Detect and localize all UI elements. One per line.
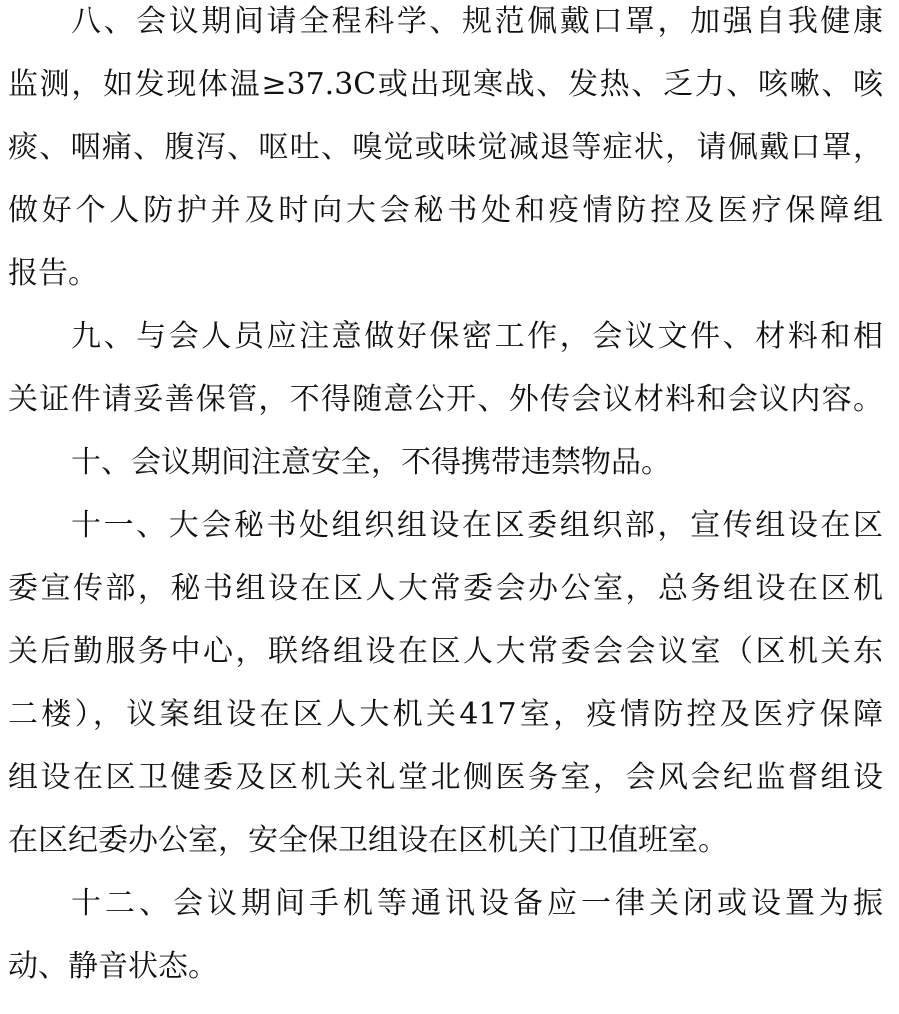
paragraph-8-line-2: 监测，如发现体温≥37.3C或出现寒战、发热、乏力、咳嗽、咳	[8, 67, 883, 102]
paragraph-11-line-5: 组设在区卫健委及区机关礼堂北侧医务室，会风会纪监督组设	[8, 760, 883, 795]
paragraph-9-line-2: 关证件请妥善保管，不得随意公开、外传会议材料和会议内容。	[8, 382, 883, 417]
paragraph-11-line-1: 十一、大会秘书处组织组设在区委组织部，宣传组设在区	[71, 508, 883, 543]
paragraph-11-line-6: 在区纪委办公室，安全保卫组设在区机关门卫值班室。	[8, 823, 728, 858]
paragraph-10-line-1: 十、会议期间注意安全，不得携带违禁物品。	[71, 445, 671, 480]
paragraph-12-line-2: 动、静音状态。	[8, 949, 218, 984]
paragraph-8-line-1: 八、会议期间请全程科学、规范佩戴口罩，加强自我健康	[71, 4, 883, 39]
paragraph-8-line-4: 做好个人防护并及时向大会秘书处和疫情防控及医疗保障组	[8, 193, 883, 228]
paragraph-11-line-4: 二楼），议案组设在区人大机关417室，疫情防控及医疗保障	[8, 697, 883, 732]
paragraph-11-line-2: 委宣传部，秘书组设在区人大常委会办公室，总务组设在区机	[8, 571, 883, 606]
paragraph-8-line-3: 痰、咽痛、腹泻、呕吐、嗅觉或味觉减退等症状，请佩戴口罩，	[8, 130, 883, 165]
paragraph-9-line-1: 九、与会人员应注意做好保密工作，会议文件、材料和相	[71, 319, 883, 354]
paragraph-11-line-3: 关后勤服务中心，联络组设在区人大常委会会议室（区机关东	[8, 634, 883, 669]
paragraph-8-line-5: 报告。	[8, 256, 98, 291]
paragraph-12-line-1: 十二、会议期间手机等通讯设备应一律关闭或设置为振	[71, 886, 883, 921]
